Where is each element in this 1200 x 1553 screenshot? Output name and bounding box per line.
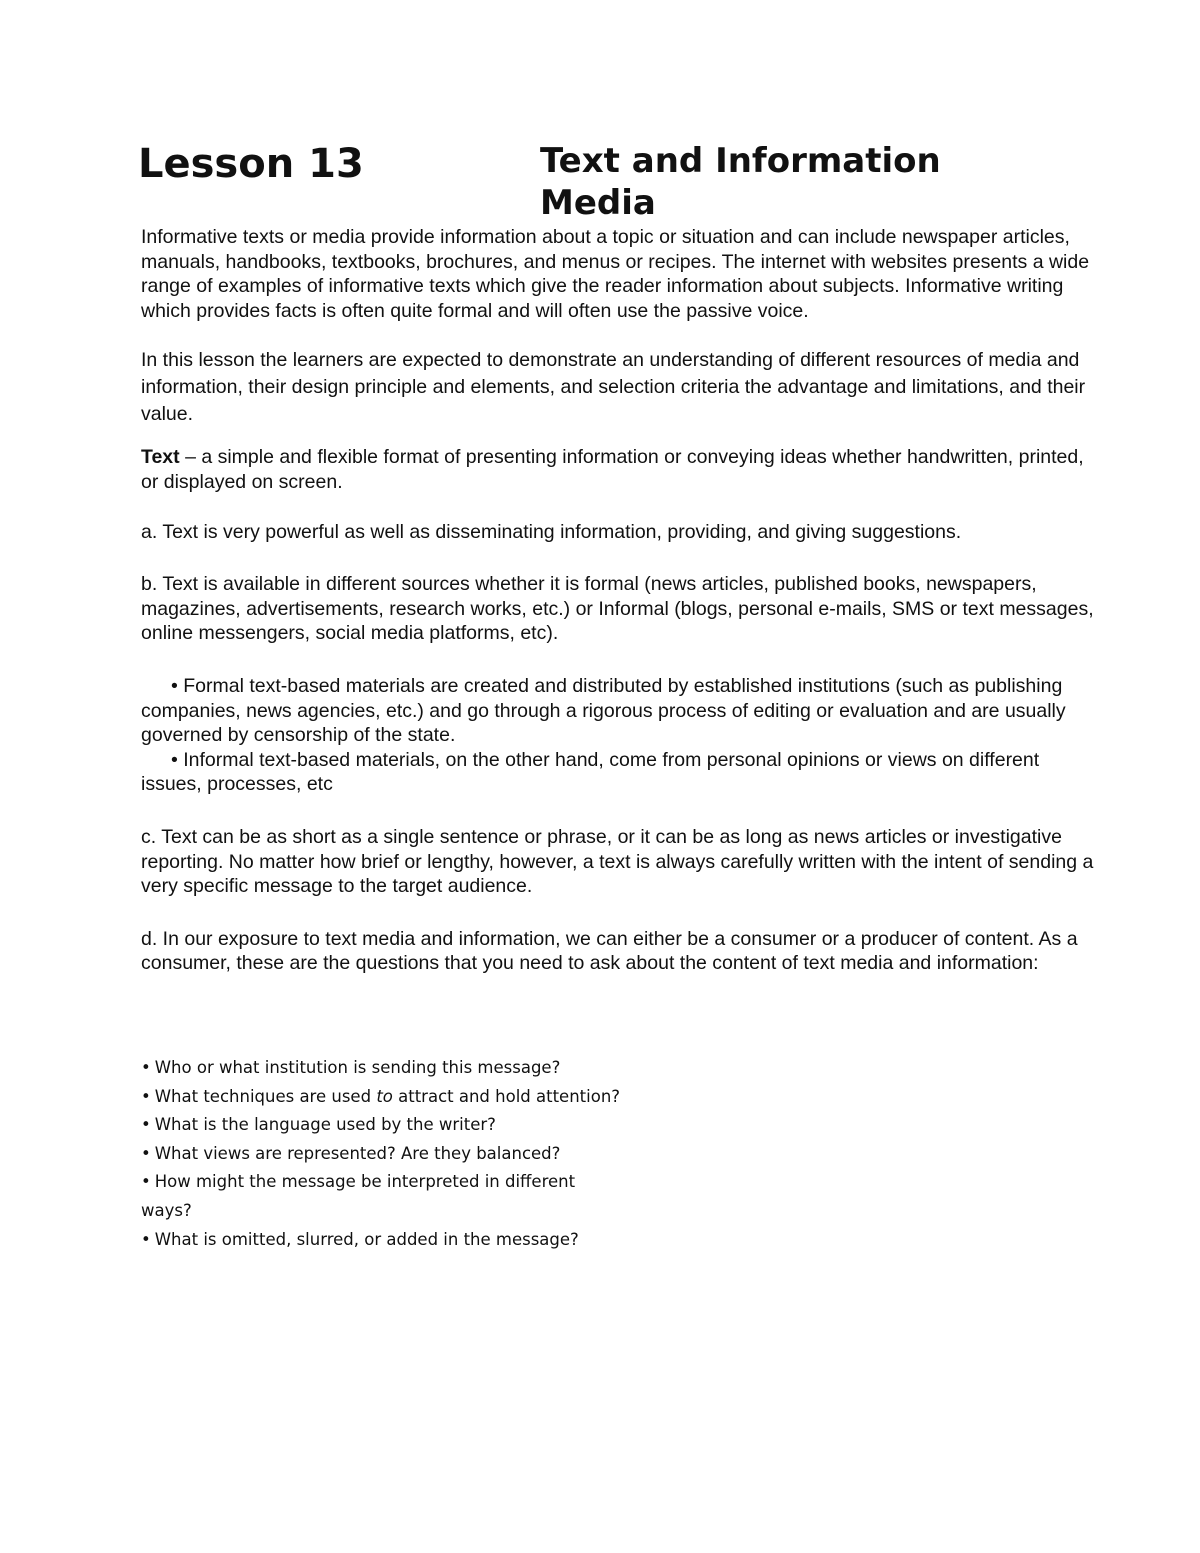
formal-text-bullet: • Formal text-based materials are created and distributed by established institutions (such as publishing companies, news agencies, etc.) and go through a rigorous process of editing or evaluation and are usually governed by censorship of the state. (141, 674, 1066, 747)
list-item: • What is the language used by the writer? (141, 1115, 496, 1135)
list-item: • What techniques are used to attract and hold attention? (141, 1086, 621, 1106)
item-b-paragraph: b. Text is available in different sources whether it is formal (news articles, published books, newspapers, magazines, advertisements, research works, etc.) or Informal (blogs, personal e-mails, SMS or text messages, online messengers, social media platforms, etc). (141, 573, 1094, 645)
list-item: • What views are represented? Are they balanced? (141, 1143, 561, 1163)
list-item: • Who or what institution is sending this message? (141, 1058, 561, 1077)
item-d-paragraph: d. In our exposure to text media and information, we can either be a consumer or a producer of content. As a consumer, these are the questions that you need to ask about the content of text media and information: (141, 927, 1078, 975)
definition-body: – a simple and flexible format of presenting information or conveying ideas whether handwritten, printed, or displayed on screen. (141, 446, 1084, 493)
list-item: • What is omitted, slurred, or added in the message? (141, 1229, 579, 1249)
informal-text-bullet: • Informal text-based materials, on the other hand, come from personal opinions or views on different issues, processes, etc (141, 748, 1040, 796)
bullet-icon: • (141, 1058, 151, 1077)
list-item: • How might the message be interpreted in different ways? (141, 1172, 576, 1220)
intro-paragraph: Informative texts or media provide information about a topic or situation and can include newspaper articles, manuals, handbooks, textbooks, brochures, and menus or recipes. The internet with websites presents a wide range of examples of informative texts which give the reader information about subjects. Informative writing which provides facts is often quite formal and will often use the passive voice. (141, 226, 1090, 322)
bullet-icon: • (141, 1172, 151, 1192)
item-a-paragraph: a. Text is very powerful as well as disseminating information, providing, and giving suggestions. (141, 520, 962, 543)
emphasis: to (376, 1086, 393, 1106)
consumer-questions-list (141, 1054, 621, 1254)
bullet-icon: • (141, 1229, 151, 1249)
lesson-number: Lesson 13 (138, 141, 364, 187)
bullet-icon: • (141, 1115, 151, 1135)
definition-term: Text (141, 446, 180, 469)
document-body (141, 225, 1101, 976)
text-types-bullets (141, 674, 1101, 797)
text-definition-paragraph (141, 445, 1101, 494)
bullet-icon: • (141, 1086, 151, 1106)
item-c-paragraph: c. Text can be as short as a single sentence or phrase, or it can be as long as news articles or investigative reporting. No matter how brief or lengthy, however, a text is always carefully written with the intent of sending a very specific message to the target audience. (141, 825, 1094, 898)
bullet-icon: • (141, 1143, 151, 1163)
lesson-goal-paragraph: In this lesson the learners are expected to demonstrate an understanding of different resources of media and information, their design principle and elements, and selection criteria the advantage and limitations, and their value. (141, 349, 1086, 426)
lesson-title: Text and Information Media (540, 141, 941, 223)
